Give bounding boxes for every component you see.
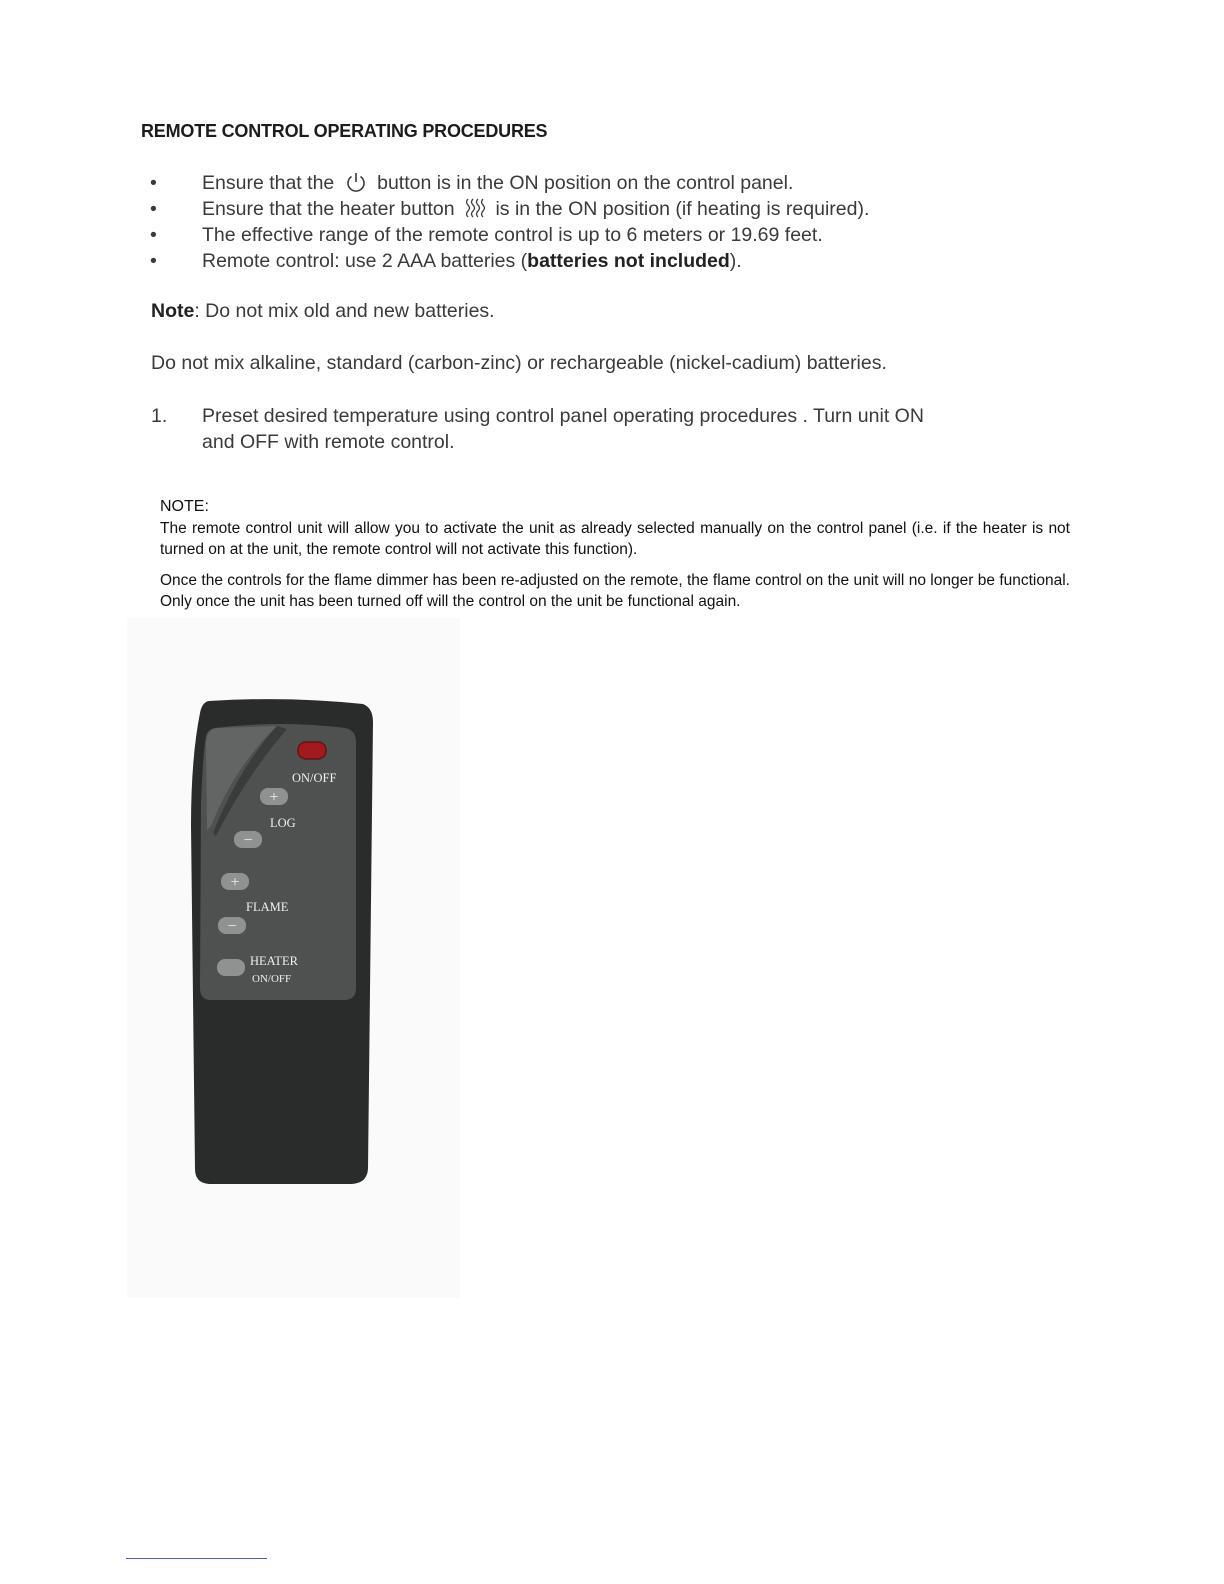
bullet-text: The effective range of the remote control is up to 6 meters or 19.69 feet. [202,224,823,246]
bullet-dot: • [150,172,157,194]
note-box [160,498,1070,622]
note-box-title: NOTE: [160,498,209,515]
note-box-paragraph: Once the controls for the flame dimmer has been re-adjusted on the remote, the flame control on the unit will no longer be functional. Only once the unit has been turned off will the control on the unit be functional again. [160,572,1070,610]
flame-label: FLAME [246,900,289,914]
bullet-dot: • [150,198,157,220]
bullet-text: Remote control: use 2 AAA batteries (batteries not included). [202,250,742,272]
power-button [298,742,326,759]
bullet-dot: • [150,224,157,246]
battery-mix-warning: Do not mix alkaline, standard (carbon-zinc) or rechargeable (nickel-cadium) batteries. [151,352,887,374]
step-text: Preset desired temperature using control panel operating procedures . Turn unit ON and OFF with remote control. [202,405,924,453]
heater-label: HEATER [250,954,298,968]
heater-sub-label: ON/OFF [252,973,292,985]
bullet-text: Ensure that the button is in the ON position on the control panel. [202,170,793,200]
plus-icon: + [269,789,279,806]
battery-note: Note: Do not mix old and new batteries. [151,300,495,322]
plus-icon: + [230,874,240,891]
footer-rule [126,1558,267,1559]
page-heading: REMOTE CONTROL OPERATING PROCEDURES [141,121,548,141]
minus-icon: − [243,832,253,849]
remote-control-illustration [127,618,460,1298]
heater-button [217,959,245,976]
bullet-text: Ensure that the heater button is in the ON position (if heating is required). [202,196,869,226]
power-label: ON/OFF [292,771,337,785]
bullet-dot: • [150,250,157,272]
log-label: LOG [270,816,296,830]
step-number: 1. [151,405,168,427]
note-box-paragraph: The remote control unit will allow you to activate the unit as already selected manually on the control panel (i.e. if the heater is not turned on at the unit, the remote control will not activate this function). [160,520,1070,558]
minus-icon: − [227,918,237,935]
